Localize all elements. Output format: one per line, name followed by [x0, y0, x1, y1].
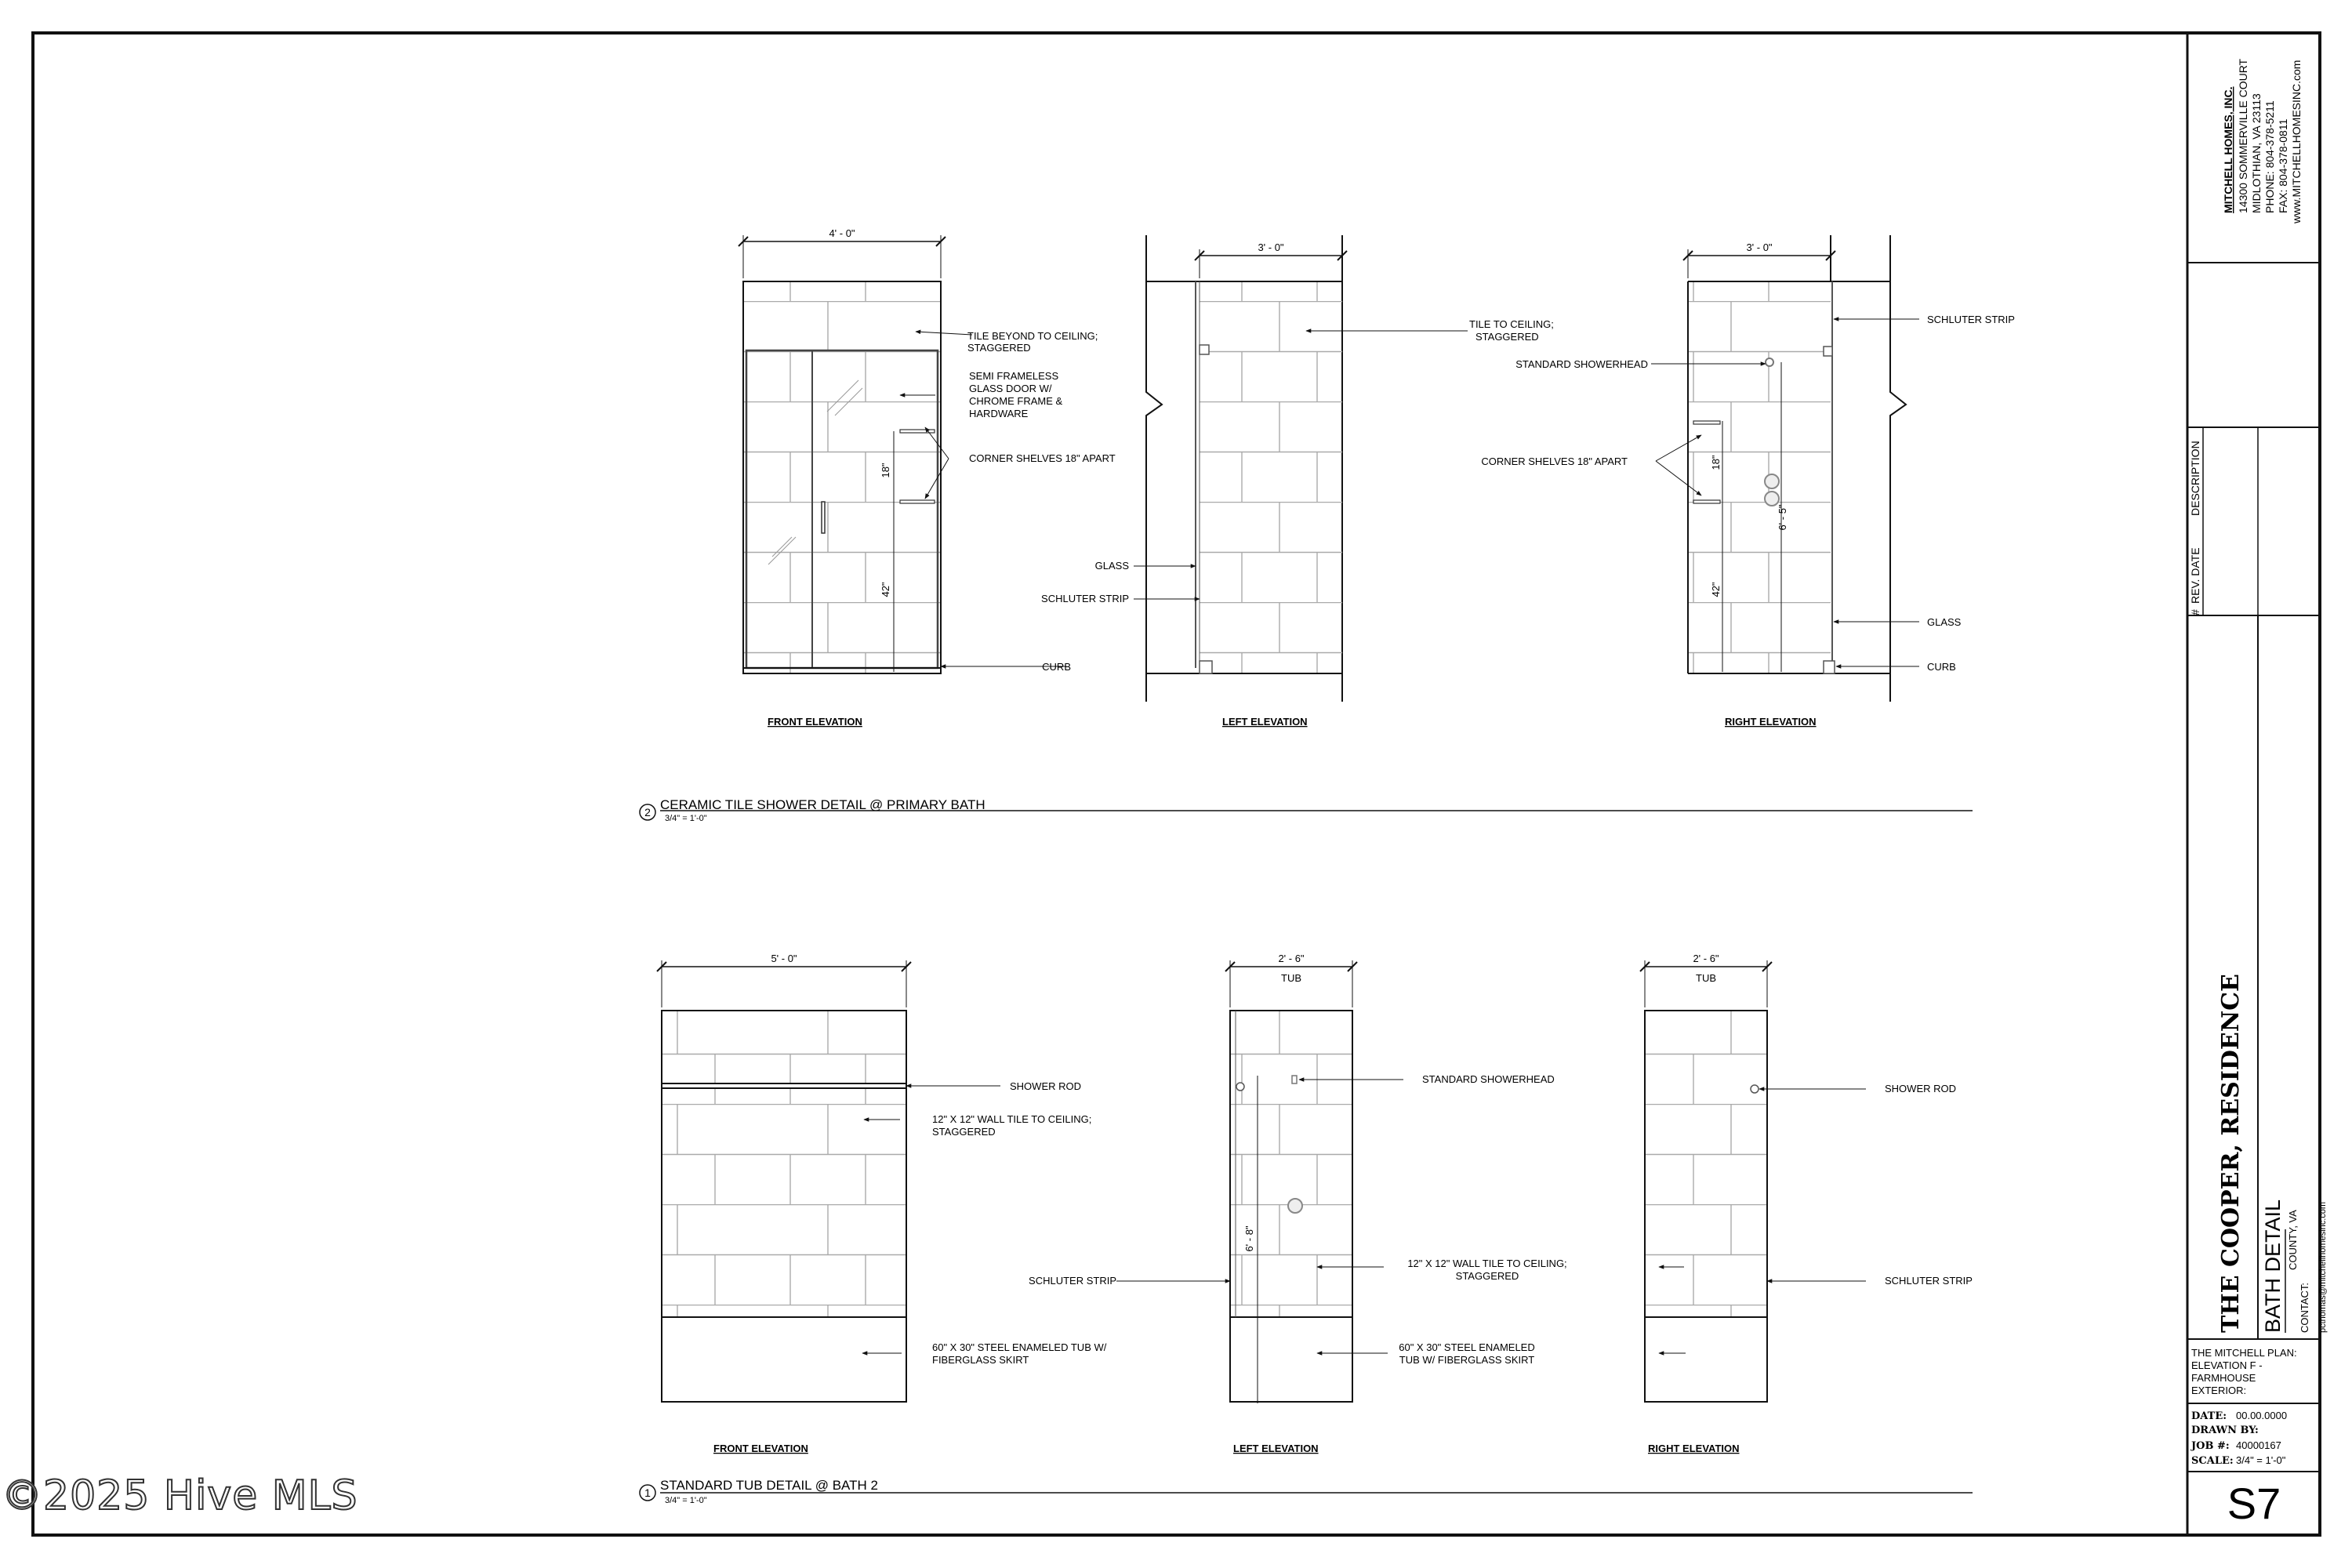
detail-1-tub: [640, 953, 1973, 1505]
shower-front-elevation: [739, 227, 1116, 728]
tub-left-tub-note-2: TUB W/ FIBERGLASS SKIRT: [1399, 1354, 1535, 1366]
tub-right-tub-label: TUB: [1696, 972, 1716, 984]
tub-left-elevation: [1029, 953, 1567, 1454]
tub-valve-symbol: [1288, 1199, 1302, 1213]
left-schluter-note: SCHLUTER STRIP: [1041, 593, 1129, 604]
tub-right-title: RIGHT ELEVATION: [1648, 1443, 1740, 1454]
door-note-1: SEMI FRAMELESS: [969, 370, 1059, 382]
plan-info-2: ELEVATION F -: [2191, 1359, 2263, 1371]
shower-front-title: FRONT ELEVATION: [768, 716, 862, 728]
detail-1-title: STANDARD TUB DETAIL @ BATH 2: [660, 1478, 878, 1493]
shower-rod: [662, 1083, 906, 1088]
date-label: DATE:: [2191, 1410, 2227, 1422]
tub-right-elevation: [1640, 953, 1973, 1454]
shower-valve-symbol: [1765, 474, 1779, 488]
plan-info-4: EXTERIOR:: [2191, 1385, 2247, 1396]
tub-front-elevation: [657, 953, 1107, 1454]
mls-watermark: ©2025 Hive MLS: [2, 1472, 358, 1519]
plan-info-3: FARMHOUSE: [2191, 1372, 2256, 1384]
company-name: MITCHELL HOMES, INC.: [2222, 86, 2234, 213]
tub-front-tile-note-2: STAGGERED: [932, 1126, 996, 1138]
contact-email: pcthomas@mitchellhomesinc.com: [2318, 1201, 2328, 1333]
tub-front-tub-note-2: FIBERGLASS SKIRT: [932, 1354, 1029, 1366]
sheet-subtitle: BATH DETAIL: [2261, 1199, 2285, 1333]
left-glass-note: GLASS: [1094, 560, 1129, 572]
right-glass-note: GLASS: [1927, 616, 1962, 628]
tub-front-rod-note: SHOWER ROD: [1010, 1080, 1081, 1092]
right-shelf-height-dim: 42": [1710, 582, 1722, 597]
tub-showerhead-symbol: [1292, 1076, 1297, 1083]
right-shelf-spacing-dim: 18": [1710, 455, 1722, 470]
detail-2-shower: [640, 227, 2015, 823]
right-width-dim: 3' - 0": [1746, 241, 1773, 253]
rev-date-header: REV. DATE: [2189, 547, 2201, 604]
left-tile-note-2: STAGGERED: [1475, 331, 1539, 343]
date-value: 00.00.0000: [2236, 1410, 2288, 1421]
front-width-dim: 4' - 0": [829, 227, 855, 239]
right-curb-note: CURB: [1927, 661, 1956, 673]
company-web: www.MITCHELLHOMESINC.com: [2290, 60, 2303, 223]
tub-front-title: FRONT ELEVATION: [713, 1443, 808, 1454]
shelf-spacing-dim: 18": [880, 463, 891, 478]
scale-label: SCALE:: [2191, 1455, 2234, 1467]
detail-2-scale: 3/4" = 1'-0": [665, 814, 707, 823]
title-block: [2187, 58, 2328, 1528]
tub-right-rod-note: SHOWER ROD: [1885, 1083, 1956, 1094]
rev-description-header: DESCRIPTION: [2189, 441, 2201, 516]
shelf-height-dim: 42": [880, 582, 891, 597]
tub-front-tub-note-1: 60" X 30" STEEL ENAMELED TUB W/: [932, 1341, 1107, 1353]
shower-left-elevation: [1041, 235, 1554, 728]
detail-1-number: 1: [644, 1486, 651, 1499]
contact-label: CONTACT:: [2299, 1282, 2310, 1333]
front-shelves-note: CORNER SHELVES 18" APART: [969, 452, 1116, 464]
front-tile-note-2: STAGGERED: [967, 342, 1031, 354]
shower-right-elevation: [1481, 235, 2015, 728]
tub-left-schluter-note: SCHLUTER STRIP: [1029, 1275, 1116, 1287]
sheet-border: [33, 33, 2320, 1535]
left-tile-note-1: TILE TO CEILING;: [1469, 318, 1554, 330]
job-label: JOB #:: [2191, 1440, 2230, 1452]
company-fax: FAX: 804-378-0811: [2277, 118, 2289, 213]
sheet-number: S7: [2227, 1479, 2281, 1528]
door-handle: [822, 502, 825, 533]
detail-1-scale: 3/4" = 1'-0": [665, 1496, 707, 1505]
corner-shelf-lower: [900, 500, 935, 503]
right-shelves-note: CORNER SHELVES 18" APART: [1481, 456, 1628, 467]
detail-2-title: CERAMIC TILE SHOWER DETAIL @ PRIMARY BATH: [660, 797, 985, 812]
company-address: 14300 SOMMERVILLE COURT: [2237, 58, 2249, 213]
tub-right-schluter-note: SCHLUTER STRIP: [1885, 1275, 1973, 1287]
company-phone: PHONE: 804-378-5211: [2263, 100, 2276, 213]
tub-right-width-dim: 2' - 6": [1693, 953, 1719, 964]
tub-left-tub-note-1: 60" X 30" STEEL ENAMELED: [1399, 1341, 1535, 1353]
shower-left-title: LEFT ELEVATION: [1222, 716, 1308, 728]
shower-right-title: RIGHT ELEVATION: [1725, 716, 1817, 728]
door-note-3: CHROME FRAME &: [969, 395, 1063, 407]
drawn-by-label: DRAWN BY:: [2191, 1425, 2259, 1436]
door-note-4: HARDWARE: [969, 408, 1029, 419]
county-label: COUNTY, VA: [2287, 1210, 2299, 1270]
tub-showerhead-height-dim: 6' - 8": [1243, 1225, 1255, 1252]
detail-2-number: 2: [644, 806, 651, 818]
door-note-2: GLASS DOOR W/: [969, 383, 1052, 394]
tub-left-tile-note-2: STAGGERED: [1455, 1270, 1519, 1282]
company-city: MIDLOTHIAN, VA 23113: [2250, 93, 2263, 213]
project-title: THE COOPER, RESIDENCE: [2217, 974, 2245, 1333]
job-value: 40000167: [2236, 1439, 2281, 1451]
front-curb-note: CURB: [1042, 661, 1071, 673]
tub-left-showerhead-note: STANDARD SHOWERHEAD: [1422, 1073, 1555, 1085]
tub-front-tile-note-1: 12" X 12" WALL TILE TO CEILING;: [932, 1113, 1092, 1125]
showerhead-symbol: [1766, 358, 1773, 366]
showerhead-height-dim: 6' - 5": [1777, 504, 1788, 531]
scale-value: 3/4" = 1'-0": [2236, 1454, 2286, 1466]
front-tile-note-1: TILE BEYOND TO CEILING;: [967, 330, 1098, 342]
left-width-dim: 3' - 0": [1258, 241, 1284, 253]
tub-skirt: [662, 1317, 906, 1402]
tub-left-tile-note-1: 12" X 12" WALL TILE TO CEILING;: [1407, 1258, 1567, 1269]
tub-front-width-dim: 5' - 0": [771, 953, 797, 964]
tub-left-title: LEFT ELEVATION: [1233, 1443, 1319, 1454]
plan-info-1: THE MITCHELL PLAN:: [2191, 1347, 2297, 1359]
tub-left-width-dim: 2' - 6": [1278, 953, 1305, 964]
rev-num-header: #: [2189, 609, 2201, 615]
right-showerhead-note: STANDARD SHOWERHEAD: [1515, 358, 1648, 370]
tub-left-tub-label: TUB: [1281, 972, 1301, 984]
right-schluter-note: SCHLUTER STRIP: [1927, 314, 2015, 325]
